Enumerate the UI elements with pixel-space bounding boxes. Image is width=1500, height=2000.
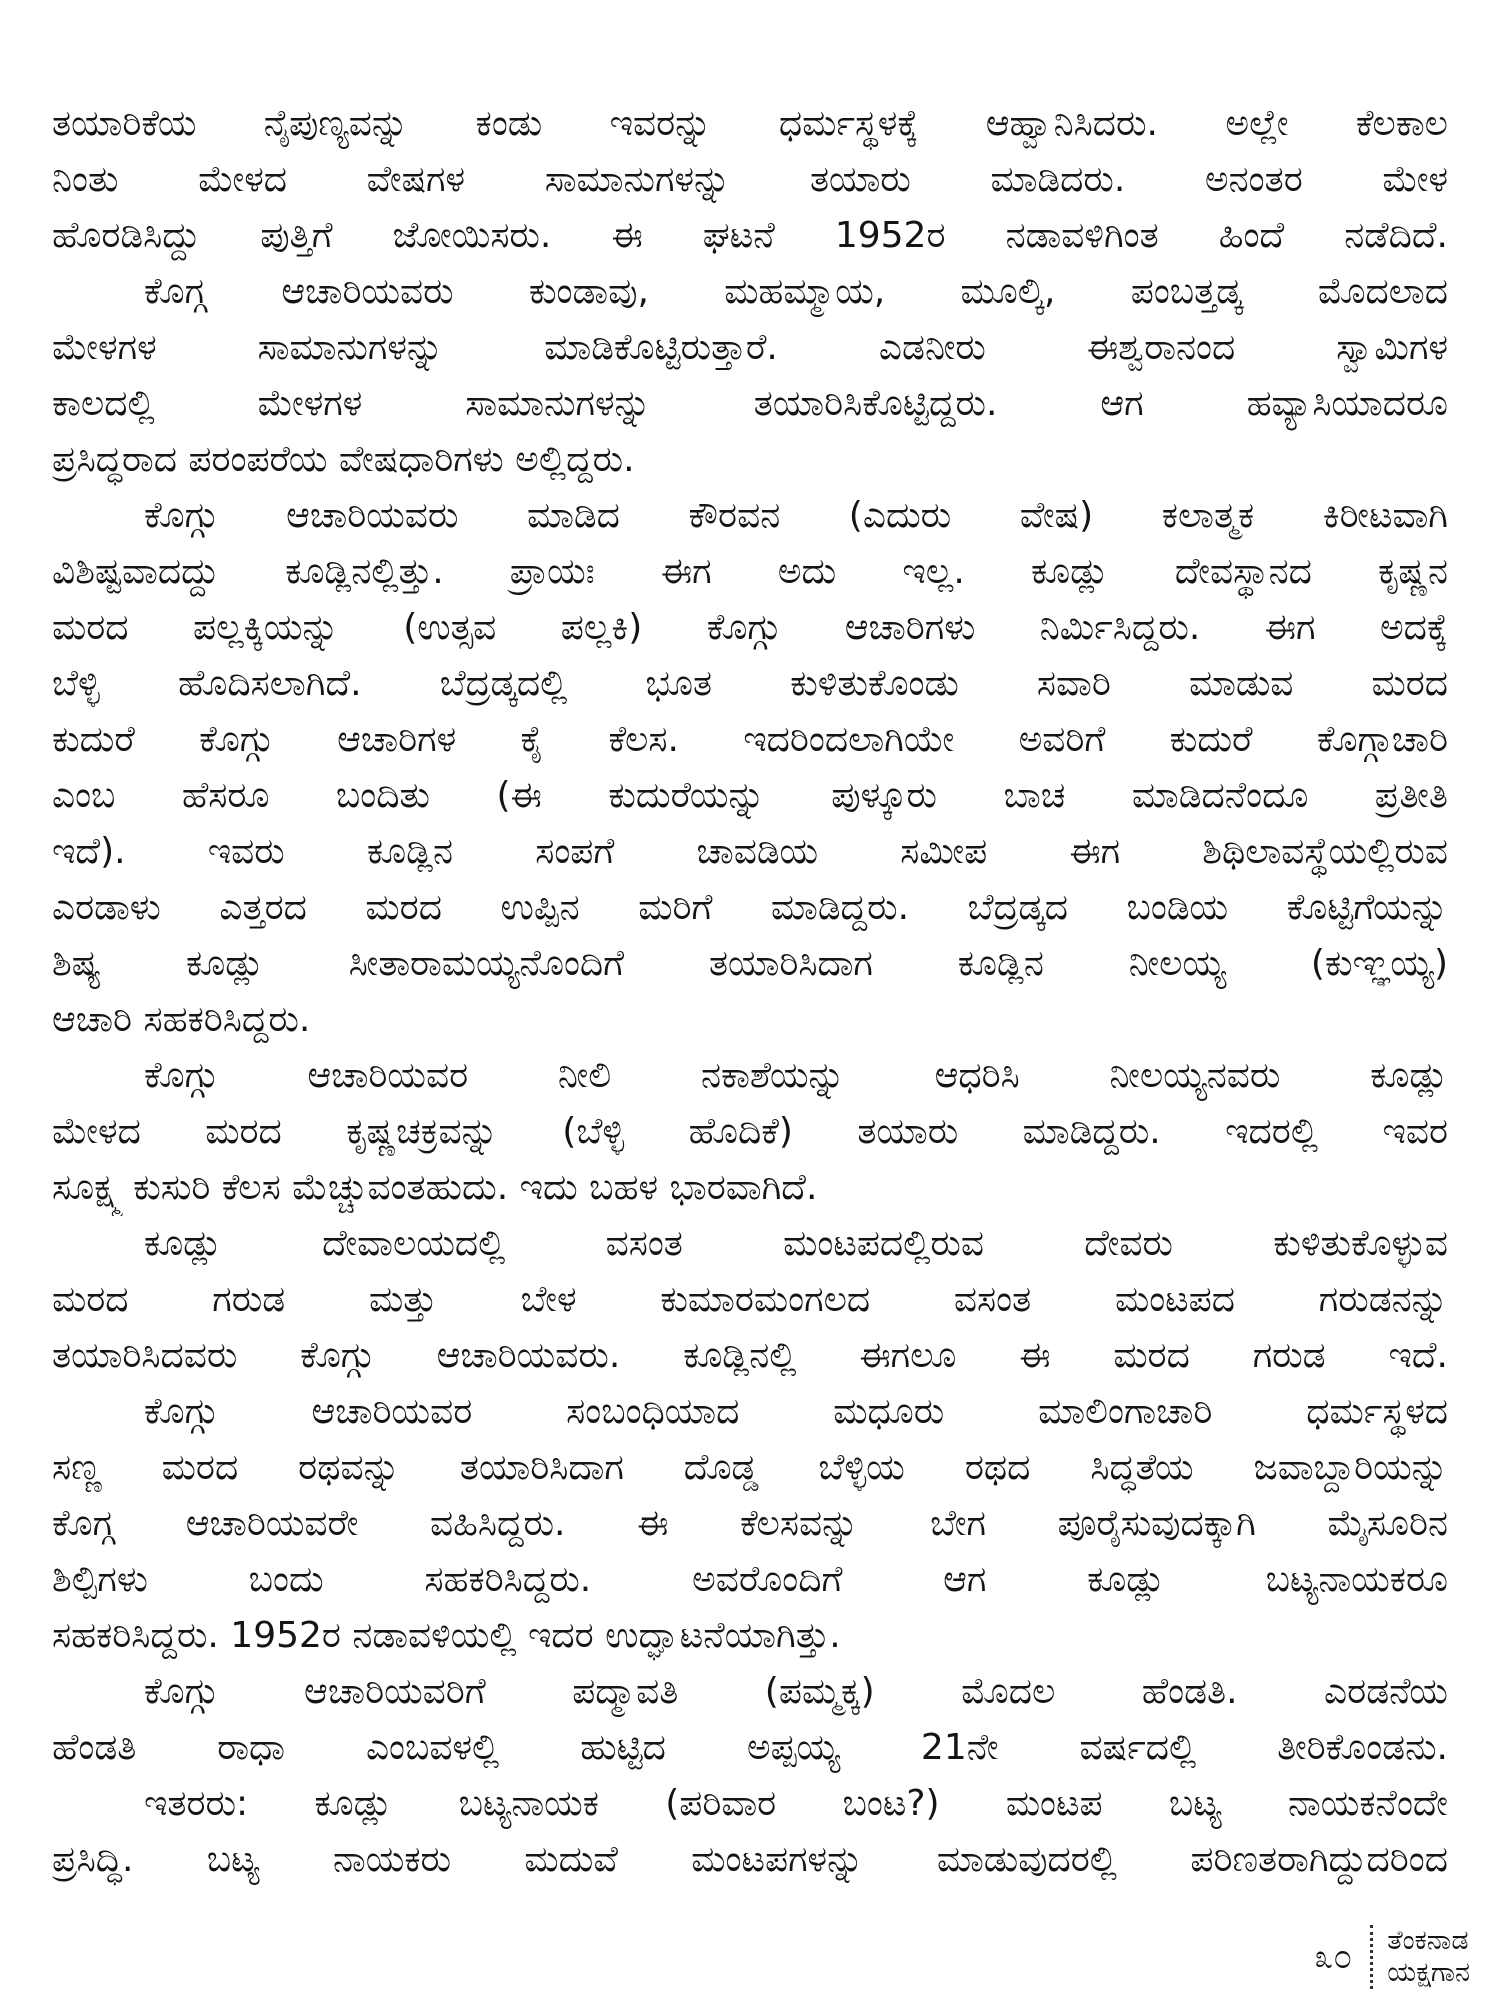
text-line: ಬೆಳ್ಳಿ ಹೊದಿಸಲಾಗಿದೆ. ಬೆದ್ರಡ್ಕದಲ್ಲಿ ಭೂತ ಕುಳಿತುಕೊಂಡು ಸವಾರಿ ಮಾಡುವ ಮರದ xyxy=(52,663,1448,704)
text-line: ಹೊರಡಿಸಿದ್ದು ಪುತ್ತಿಗೆ ಜೋಯಿಸರು. ಈ ಘಟನೆ 1952ರ ನಡಾವಳಿಗಿಂತ ಹಿಂದೆ ನಡೆದಿದೆ. xyxy=(52,215,1448,256)
text-line: ಹೆಂಡತಿ ರಾಧಾ ಎಂಬವಳಲ್ಲಿ ಹುಟ್ಟಿದ ಅಪ್ಪಯ್ಯ 21ನೇ ವರ್ಷದಲ್ಲಿ ತೀರಿಕೊಂಡನು. xyxy=(52,1727,1448,1768)
page-number: ೩೦ xyxy=(1314,1937,1353,1977)
text-line: ಶಿಷ್ಯ ಕೂಡ್ಲು ಸೀತಾರಾಮಯ್ಯನೊಂದಿಗೆ ತಯಾರಿಸಿದಾಗ ಕೂಡ್ಲಿನ ನೀಲಯ್ಯ (ಕುಞ್ಞಯ್ಯ) xyxy=(52,943,1448,984)
text-line: ಸೂಕ್ಷ್ಮ ಕುಸುರಿ ಕೆಲಸ ಮೆಚ್ಚುವಂತಹುದು. ಇದು ಬಹಳ ಭಾರವಾಗಿದೆ. xyxy=(52,1167,818,1208)
paragraph xyxy=(52,1384,1448,1664)
text-line: ಕೊಗ್ಗು ಆಚಾರಿಯವರ ಸಂಬಂಧಿಯಾದ ಮಧೂರು ಮಾಲಿಂಗಾಚಾರಿ ಧರ್ಮಸ್ಥಳದ xyxy=(144,1391,1448,1432)
paragraph xyxy=(52,96,1448,264)
text-line: ಕುದುರೆ ಕೊಗ್ಗು ಆಚಾರಿಗಳ ಕೈ ಕೆಲಸ. ಇದರಿಂದಲಾಗಿಯೇ ಅವರಿಗೆ ಕುದುರೆ ಕೊಗ್ಗಾಚಾರಿ xyxy=(52,719,1448,760)
paragraph xyxy=(52,1048,1448,1216)
text-line: ಕೊಗ್ಗ ಆಚಾರಿಯವರೇ ವಹಿಸಿದ್ದರು. ಈ ಕೆಲಸವನ್ನು ಬೇಗ ಪೂರೈಸುವುದಕ್ಕಾಗಿ ಮೈಸೂರಿನ xyxy=(52,1503,1448,1544)
page-body xyxy=(52,96,1448,1888)
text-line: ಕೊಗ್ಗು ಆಚಾರಿಯವರ ನೀಲಿ ನಕಾಶೆಯನ್ನು ಆಧರಿಸಿ ನೀಲಯ್ಯನವರು ಕೂಡ್ಲು xyxy=(144,1055,1448,1096)
paragraph xyxy=(52,488,1448,1048)
running-title-line: ತೆಂಕನಾಡ xyxy=(1387,1925,1469,1956)
text-line: ತಯಾರಿಸಿದವರು ಕೊಗ್ಗು ಆಚಾರಿಯವರು. ಕೂಡ್ಲಿನಲ್ಲಿ ಈಗಲೂ ಈ ಮರದ ಗರುಡ ಇದೆ. xyxy=(52,1335,1448,1376)
paragraph xyxy=(52,1216,1448,1384)
dotted-separator xyxy=(1370,1925,1373,1989)
text-line: ಆಚಾರಿ ಸಹಕರಿಸಿದ್ದರು. xyxy=(52,999,311,1040)
text-line: ಎಂಬ ಹೆಸರೂ ಬಂದಿತು (ಈ ಕುದುರೆಯನ್ನು ಪುಳ್ಕೂರು ಬಾಚ ಮಾಡಿದನೆಂದೂ ಪ್ರತೀತಿ xyxy=(52,775,1448,816)
text-line: ಮೇಳಗಳ ಸಾಮಾನುಗಳನ್ನು ಮಾಡಿಕೊಟ್ಟಿರುತ್ತಾರೆ. ಎಡನೀರು ಈಶ್ವರಾನಂದ ಸ್ವಾಮಿಗಳ xyxy=(52,327,1448,368)
text-line: ವಿಶಿಷ್ಟವಾದದ್ದು ಕೂಡ್ಲಿನಲ್ಲಿತ್ತು. ಪ್ರಾಯಃ ಈಗ ಅದು ಇಲ್ಲ. ಕೂಡ್ಲು ದೇವಸ್ಥಾನದ ಕೃಷ್ಣನ xyxy=(52,551,1448,592)
text-line: ಪ್ರಸಿದ್ಧಿ. ಬಟ್ಯ ನಾಯಕರು ಮದುವೆ ಮಂಟಪಗಳನ್ನು ಮಾಡುವುದರಲ್ಲಿ ಪರಿಣತರಾಗಿದ್ದುದರಿಂದ xyxy=(52,1839,1448,1880)
text-line: ಕೊಗ್ಗ ಆಚಾರಿಯವರು ಕುಂಡಾವು, ಮಹಮ್ಮಾಯ, ಮೂಲ್ಕಿ, ಪಂಬತ್ತಡ್ಕ ಮೊದಲಾದ xyxy=(144,271,1448,312)
running-title-line: ಯಕ್ಷಗಾನ xyxy=(1387,1957,1470,1988)
text-line: ನಿಂತು ಮೇಳದ ವೇಷಗಳ ಸಾಮಾನುಗಳನ್ನು ತಯಾರು ಮಾಡಿದರು. ಅನಂತರ ಮೇಳ xyxy=(52,159,1448,200)
paragraph xyxy=(52,264,1448,488)
text-line: ಪ್ರಸಿದ್ಧರಾದ ಪರಂಪರೆಯ ವೇಷಧಾರಿಗಳು ಅಲ್ಲಿದ್ದರು. xyxy=(52,439,635,480)
text-line: ಇದೆ). ಇವರು ಕೂಡ್ಲಿನ ಸಂಪಗೆ ಚಾವಡಿಯ ಸಮೀಪ ಈಗ ಶಿಥಿಲಾವಸ್ಥೆಯಲ್ಲಿರುವ xyxy=(52,831,1448,872)
paragraph xyxy=(52,1664,1448,1776)
text-line: ಎರಡಾಳು ಎತ್ತರದ ಮರದ ಉಪ್ಪಿನ ಮರಿಗೆ ಮಾಡಿದ್ದರು. ಬೆದ್ರಡ್ಕದ ಬಂಡಿಯ ಕೊಟ್ಟಿಗೆಯನ್ನು xyxy=(52,887,1448,928)
running-title xyxy=(1387,1925,1470,1989)
text-line: ಶಿಲ್ಪಿಗಳು ಬಂದು ಸಹಕರಿಸಿದ್ದರು. ಅವರೊಂದಿಗೆ ಆಗ ಕೂಡ್ಲು ಬಟ್ಯನಾಯಕರೂ xyxy=(52,1559,1448,1600)
text-line: ಮರದ ಗರುಡ ಮತ್ತು ಬೇಳ ಕುಮಾರಮಂಗಲದ ವಸಂತ ಮಂಟಪದ ಗರುಡನನ್ನು xyxy=(52,1279,1448,1320)
text-line: ಸಹಕರಿಸಿದ್ದರು. 1952ರ ನಡಾವಳಿಯಲ್ಲಿ ಇದರ ಉದ್ಘಾಟನೆಯಾಗಿತ್ತು. xyxy=(52,1615,841,1656)
text-line: ತಯಾರಿಕೆಯ ನೈಪುಣ್ಯವನ್ನು ಕಂಡು ಇವರನ್ನು ಧರ್ಮಸ್ಥಳಕ್ಕೆ ಆಹ್ವಾನಿಸಿದರು. ಅಲ್ಲೇ ಕೆಲಕಾಲ xyxy=(52,103,1448,144)
text-line: ಕೂಡ್ಲು ದೇವಾಲಯದಲ್ಲಿ ವಸಂತ ಮಂಟಪದಲ್ಲಿರುವ ದೇವರು ಕುಳಿತುಕೊಳ್ಳುವ xyxy=(144,1223,1448,1264)
text-line: ಕಾಲದಲ್ಲಿ ಮೇಳಗಳ ಸಾಮಾನುಗಳನ್ನು ತಯಾರಿಸಿಕೊಟ್ಟಿದ್ದರು. ಆಗ ಹವ್ಯಾಸಿಯಾದರೂ xyxy=(52,383,1448,424)
page-footer xyxy=(1314,1922,1470,1992)
paragraph xyxy=(52,1776,1448,1888)
text-line: ಇತರರು: ಕೂಡ್ಲು ಬಟ್ಯನಾಯಕ (ಪರಿವಾರ ಬಂಟ?) ಮಂಟಪ ಬಟ್ಯ ನಾಯಕನೆಂದೇ xyxy=(144,1783,1448,1824)
text-line: ಮೇಳದ ಮರದ ಕೃಷ್ಣಚಕ್ರವನ್ನು (ಬೆಳ್ಳಿ ಹೊದಿಕೆ) ತಯಾರು ಮಾಡಿದ್ದರು. ಇದರಲ್ಲಿ ಇವರ xyxy=(52,1111,1448,1152)
text-line: ಕೊಗ್ಗು ಆಚಾರಿಯವರಿಗೆ ಪದ್ಮಾವತಿ (ಪಮ್ಮಕ್ಕ) ಮೊದಲ ಹೆಂಡತಿ. ಎರಡನೆಯ xyxy=(144,1671,1448,1712)
text-line: ಮರದ ಪಲ್ಲಕ್ಕಿಯನ್ನು (ಉತ್ಸವ ಪಲ್ಲಕಿ) ಕೊಗ್ಗು ಆಚಾರಿಗಳು ನಿರ್ಮಿಸಿದ್ದರು. ಈಗ ಅದಕ್ಕೆ xyxy=(52,607,1448,648)
text-line: ಸಣ್ಣ ಮರದ ರಥವನ್ನು ತಯಾರಿಸಿದಾಗ ದೊಡ್ಡ ಬೆಳ್ಳಿಯ ರಥದ ಸಿದ್ಧತೆಯ ಜವಾಬ್ದಾರಿಯನ್ನು xyxy=(52,1447,1448,1488)
text-line: ಕೊಗ್ಗು ಆಚಾರಿಯವರು ಮಾಡಿದ ಕೌರವನ (ಎದುರು ವೇಷ) ಕಲಾತ್ಮಕ ಕಿರೀಟವಾಗಿ xyxy=(144,495,1448,536)
